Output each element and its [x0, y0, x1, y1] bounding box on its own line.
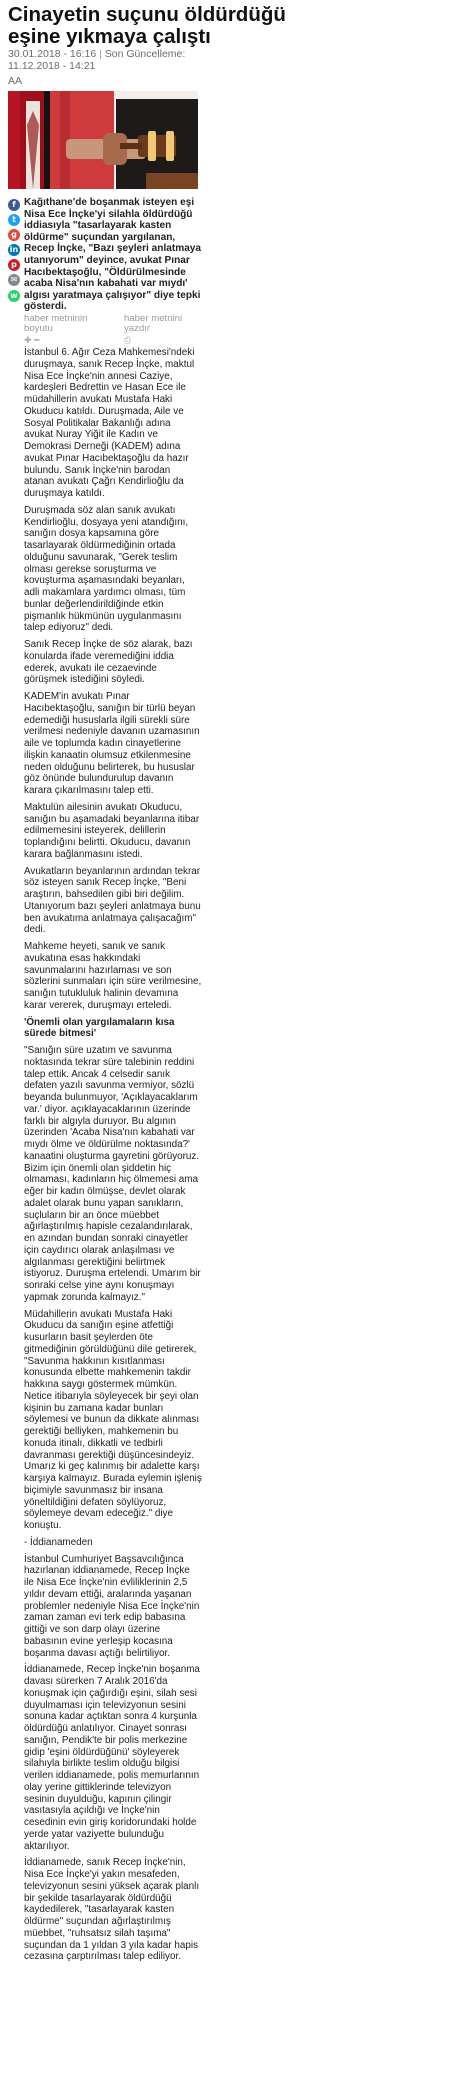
body-paragraph: Avukatların beyanlarının ardından tekrar söz isteyen sanık Recep İnçke, "Beni araştırın, bahsedilen gibi biri değilim. Utanıyorum bazı şeyleri anlatmaya bunu ben avukatıma anlatmaya çalışacağım" dedi.: [24, 865, 201, 936]
body-paragraph: İstanbul 6. Ağır Ceza Mahkemesi'ndeki duruşmaya, sanık Recep İnçke, maktul Nisa Ece İnçke'nin annesi Caziye, kardeşleri Bedrettin ve Hasan Ece ile müdahillerin avukatı Mustafa Haki Okuducu katıldı. Duruşmada, Aile ve Sosyal Politikalar Bakanlığı adına avukat Nuray Yiğit ile Kadın ve Demokrasi Derneği (KADEM) adına avukat Pınar Hacıbektaşoğlu da hazır bulundu. Sanık İnçke'nin barodan atanan avukatı Çağrı Kendirlioğlu da duruşmaya katıldı.: [24, 347, 195, 499]
article-lead: Kağıthane'de boşanmak isteyen eşi Nisa Ece İnçke'yi silahla öldürdüğü iddiasıyla "tasarlayarak kasten öldürme" suçundan yargılanan, Recep İnçke, "Bazı şeyleri anlatmaya utanıyorum" deyince, avukat Pınar Hacıbektaşoğlu, "Öldürülmesinde acaba Nisa'nın kabahati var mıydı' algısı yaratmaya çalışıyor" diye tepki gösterdi.: [24, 197, 202, 313]
body-paragraph: KADEM'in avukatı Pınar Hacıbektaşoğlu, sanığın bir türlü beyan edemediği hususlarla ilgili sürekli süre verilmesi nedeniyle davanın uzamasının aile ve toplumda kadın cinayetlerine ilişkin kanaatin olumsuz etkilenmesine neden olduğunu belirterek, bu hususlar göz önünde bulundurulup davanın karara çıkarılmasını talep etti.: [24, 691, 200, 796]
twitter-icon[interactable]: t: [8, 214, 20, 226]
article-photo[interactable]: [8, 91, 198, 189]
linkedin-icon[interactable]: in: [9, 245, 19, 255]
body-paragraph: "Sanığın süre uzatım ve savunma noktasında tekrar süre talebinin reddini talep ettik. Ancak 4 celsedir sanık defaten yazılı savunma vermiyor, sözlü beyanda bulunmuyor, 'Açıklayacaklarım var.' diyor. açıklayacaklarının üzerinde farklı bir algıyla duruyor. Bu algının üzerinden 'Acaba Nisa'nın kabahati var mıydı ölme ve öldürülme noktasında?' kanaatini oluşturma gayretini görüyoruz. Bizim için önemli olan şiddetin hiç olmaması, kadınların hiç ölmemesi ama eğer bir kadın ölmüşse, devlet olarak adalet olarak bunu yapan sanıkların, suçluların bir an önce müebbet ağırlaştırılmış hapisle cezalandırılarak, en azından bundan sonraki cinayetler için caydırıcı olarak anlaşılması ve algılanması gerektiğini belirtmek istiyoruz. Duruşma ertelendi. Umarım bir sonraki celse yine aynı konuşmayı yapmak zorunda kalmayız.": [24, 1045, 201, 1303]
body-paragraph: Sanık Recep İnçke de söz alarak, bazı konularda ifade veremediğini iddia ederek, avukatı ile cezaevinde görüşmek istediğini söyledi.: [24, 639, 193, 686]
facebook-icon[interactable]: f: [8, 199, 20, 211]
news-source: AA: [8, 75, 23, 87]
mail-icon[interactable]: ✉: [8, 274, 20, 286]
meta-separator: |: [99, 48, 102, 60]
publish-date: 30.01.2018 - 16:16: [8, 48, 97, 60]
body-paragraph: Müdahillerin avukatı Mustafa Haki Okuducu da sanığın eşine atfettiği kusurların basit şeylerden öte gitmediğinin görüldüğünü dile getirerek, "Savunma hakkının kısıtlanması konusunda elbette mahkemenin takdir hakkına saygı göstermek mümkün. Netice itibarıyla söyleyecek bir şeyi olan kişinin bu zamana kadar bunları söylemesi ve bunun da dikkate alınması gerektiği belliyken, mahkemenin bu konuda itinalı, dikkatli ve tedbirli davranması gerektiği düşüncesindeyiz. Umarız ki geç kalınmış bir adalette karşı karşıya kalmayız. Burada eylemin işleniş biçimiyle savunmasız bir insana yöneltildiğini defaten söylüyoruz, söylemeye devam edeceğiz." diye konuştu.: [24, 1308, 202, 1531]
body-paragraph: İstanbul Cumhuriyet Başsavcılığınca hazırlanan iddianamede, Recep İnçke ile Nisa Ece İnçke'nin evliliklerinin 2,5 yıldır devam ettiği, aralarında yaşanan problemler nedeniyle Nisa Ece İnçke'nin zaman zaman evi terk edip babasına gittiği ve son darp olayı üzerine babasının evine yerleşip kocasına boşanma davası açtığı belirtiliyor.: [24, 1553, 200, 1659]
whatsapp-icon[interactable]: w: [8, 290, 20, 302]
judge-gavel-image: [8, 91, 198, 189]
body-paragraph: Duruşmada söz alan sanık avukatı Kendirlioğlu, dosyaya yeni atandığını, sanığın dosya kapsamına göre tasarlayarak öldürmediğinin ortada olduğunu savunarak, "Gerek teslim olması gerekse soruşturma ve kovuşturma aşamasındaki beyanları, adli makamlara yardımcı olması, tüm bunlar değerlendirildiğinde etkin pişmanlık hükmünün uygulanmasını talep ediyoruz" dedi.: [24, 504, 189, 634]
font-size-icon: ✚ ━: [24, 335, 40, 345]
body-paragraph: Mahkeme heyeti, sanık ve sanık avukatına esas hakkındaki savunmalarını hazırlaması ve son sözlerini sunmaları için süre verilmesine, sanığın tutukluluk halinin devamına karar vererek, duruşmayı erteledi.: [24, 941, 202, 1011]
print-icon: ⎙: [124, 335, 132, 345]
pinterest-icon[interactable]: p: [8, 259, 20, 271]
font-size-label: haber metninin boyutu: [24, 313, 88, 334]
print-tool[interactable]: [124, 314, 194, 345]
body-paragraph: Maktulün ailesinin avukatı Okuducu, sanığın bu aşamadaki beyanlarına itibar edilmemesini isteyerek, delillerin toplandığını belirtti. Okuducu, davanın karara bağlanmasını istedi.: [24, 801, 200, 860]
article-meta: [8, 49, 208, 72]
updated-date: Son Güncelleme: 11.12.2018 - 14:21: [8, 48, 186, 72]
article-tools: [24, 313, 204, 345]
body-paragraph: İddianamede, Recep İnçke'nin boşanma davası sürerken 7 Aralık 2016'da konuşmak için çağırdığı eşini, silah sesi duyulmaması için televizyonun sesini sonuna kadar açtıktan sonra 4 kurşunla öldürdüğü anlatılıyor. Cinayet sonrası sanığın, Pendik'te bir polis merkezine gidip 'eşini öldürdüğünü' söyleyerek silahıyla birlikte teslim olduğu bilgisi verilen iddianamede, polis memurlarının olay yerine gittiklerinde televizyon sesinin duyulduğu, kapının çilingir vasıtasıyla açıldığı ve İnçke'nin cesedinin evin giriş koridorundaki holde yerde yatar vaziyette bulunduğu aktarılıyor.: [24, 1664, 200, 1852]
font-size-tool[interactable]: [24, 314, 112, 345]
print-label: haber metnini yazdır: [124, 313, 183, 334]
google-plus-icon[interactable]: g: [8, 229, 20, 241]
article-body: [24, 347, 202, 1968]
article-title: Cinayetin suçunu öldürdüğü eşine yıkmaya çalıştı: [8, 3, 286, 48]
body-paragraph: İddianamede, sanık Recep İnçke'nin, Nisa Ece İnçke'yi yakın mesafeden, televizyonun sesini yüksek açarak planlı bir şekilde tasarlayarak öldürdüğü kaydedilerek, "tasarlayarak kasten öldürme" suçundan ağırlaştırılmış müebbet, "ruhsatsız silah taşıma" suçundan da 1 yıldan 3 yıla kadar hapis cezasına çarptırılması talep ediliyor.: [24, 1857, 200, 1963]
article-subheading: 'Önemli olan yargılamaların kısa sürede bitmesi': [24, 1016, 175, 1040]
share-bar: [8, 199, 20, 305]
body-paragraph: - İddianameden: [24, 1536, 93, 1548]
